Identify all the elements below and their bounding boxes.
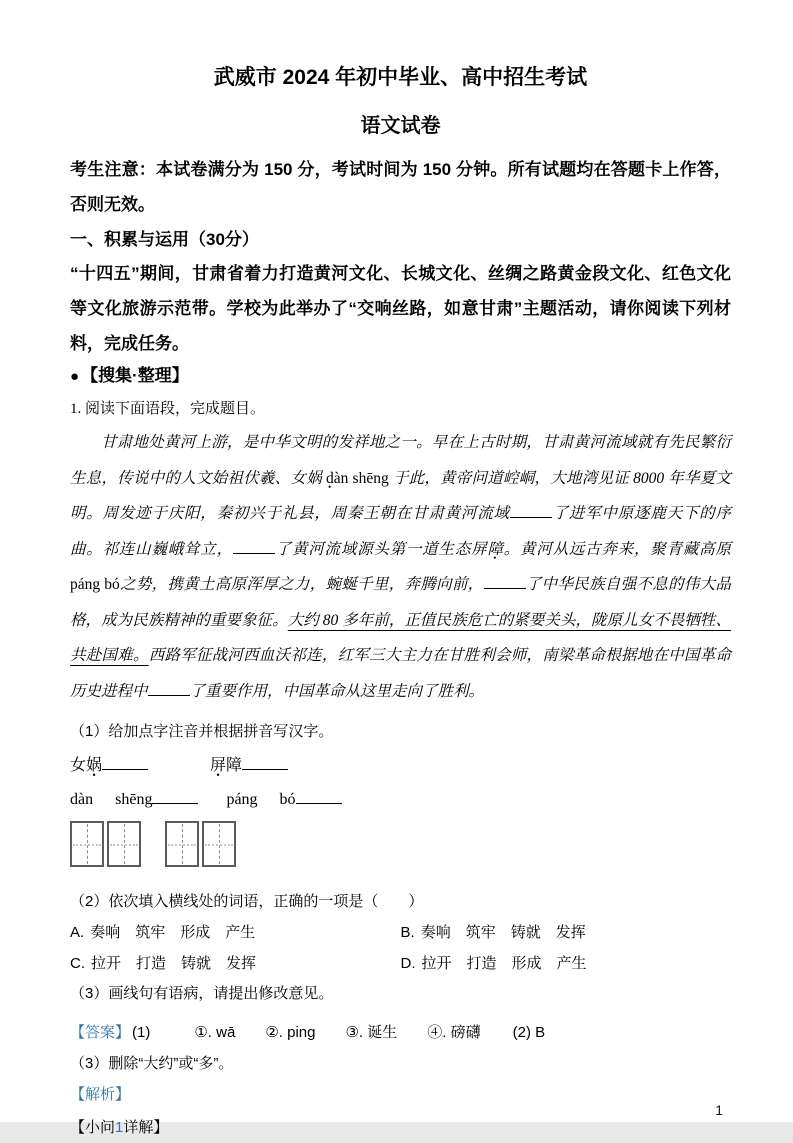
section-heading: 一、积累与运用（30分） (70, 230, 259, 249)
bullet-icon: ● (70, 368, 80, 385)
answer-blank (102, 755, 148, 770)
answer-part-2: (2) B (512, 1024, 546, 1041)
writing-grid-box (165, 821, 199, 867)
answer-line-3: （3）删除“大约”或“多”。 (70, 1055, 234, 1072)
answer-part-1: (1) (132, 1024, 151, 1041)
writing-grid-box (202, 821, 236, 867)
passage-text: 了黄河流域源头第一道生态 (274, 540, 472, 558)
option-row-1 (70, 917, 731, 948)
pinyin-bo: bó (279, 791, 296, 808)
passage-text: 了重要作用，中国革命从这里走向了胜利。 (189, 682, 485, 700)
option-B-text: 奏响 筑牢 铸就 发挥 (420, 924, 586, 941)
option-A-key: A. (70, 924, 85, 941)
answer-item-3: ③. 诞生 (345, 1024, 398, 1041)
option-C-key: C. (70, 955, 85, 972)
pinyin-dansheng: dàn shēng (321, 469, 393, 487)
pinyin-pangbo: páng bó (70, 576, 120, 593)
reading-passage (70, 425, 731, 709)
subquestion-2-label: （2）依次填入横线处的词语，正确的一项是（ ） (70, 893, 424, 910)
option-D (401, 948, 732, 979)
answer-line (70, 1017, 731, 1048)
char-ping-dotted: 屏 (210, 757, 227, 774)
exam-subject-title: 语文试卷 (360, 115, 441, 137)
page-number: 1 (715, 1102, 723, 1118)
pinyin-sheng: shēng (115, 791, 153, 808)
passage-text: 西路军征战河西血沃祁连，红军三大主力在甘胜利会师，南梁革命根据地在中国革命历史进程中 (70, 647, 731, 700)
answer-item-1: ①. wā (194, 1024, 236, 1041)
writing-grid-pair-2 (165, 821, 236, 871)
option-A (70, 917, 401, 948)
intro-paragraph: “十四五”期间，甘肃省着力打造黄河文化、长城文化、丝绸之路黄金段文化、红色文化等文化旅游示范带。学校为此举办了“交响丝路，如意甘肃”主题活动，请你阅读下列材料，完成任务。 (70, 264, 731, 353)
subquestion-detail-heading (70, 1112, 731, 1143)
char-wa-dotted: 娲 (86, 757, 103, 774)
page-title: 武威市 2024 年初中毕业、高中招生考试 (213, 66, 588, 89)
pinyin-question-characters (70, 751, 731, 781)
analysis-tag (70, 1079, 731, 1110)
character-writing-grids (70, 821, 731, 871)
option-D-text: 拉开 打造 形成 产生 (421, 955, 587, 972)
dotted-char-wa: 娲 (306, 469, 322, 487)
char-zhang: 障 (226, 757, 243, 774)
answer-blank (242, 755, 288, 770)
subdetail-prefix: 【小问 (70, 1119, 116, 1136)
passage-text: 了中华民族自强不息的伟大品格，成为民族精神的重要象征。 (70, 576, 731, 629)
fill-blank-2 (233, 539, 275, 553)
option-row-2 (70, 948, 731, 979)
option-C-text: 拉开 打造 铸就 发挥 (91, 955, 257, 972)
passage-text: 之势，携黄土高原浑厚之力，蜿蜒千里，奔腾向前， (119, 576, 484, 593)
pinyin-pang: páng (226, 791, 258, 808)
candidate-notice: 考生注意：本试卷满分为 150 分，考试时间为 150 分钟。所有试题均在答题卡上作答，否则无效。 (70, 160, 731, 214)
passage-text: 甘肃地处黄河上游，是中华文明的发祥地之一。早在上古时期，甘肃黄河流域就有先民繁衍生息，传说中的人文始祖伏羲、女 (70, 434, 731, 487)
fill-blank-1 (510, 504, 552, 518)
writing-grid-box (107, 821, 141, 867)
subdetail-number: 1 (115, 1119, 124, 1136)
subquestion-1-label: （1）给加点字注音并根据拼音写汉字。 (70, 723, 334, 740)
answer-item-4: ④. 磅礴 (427, 1024, 481, 1041)
underlined-sentence: 大约 80 多年前，正值民族危亡的紧要关头，陇原儿女不畏牺牲、共赴国难。 (70, 611, 731, 664)
subdetail-suffix: 详解】 (123, 1119, 169, 1136)
question-1-stem: 1. 阅读下面语段，完成题目。 (70, 401, 266, 417)
option-B-key: B. (400, 924, 415, 941)
answer-tag: 【答案】 (70, 1024, 131, 1041)
pinyin-dan: dàn (70, 791, 94, 808)
passage-text: 障。黄河从远古奔来，聚青藏高原 (487, 540, 731, 558)
activity-heading-text: 【搜集·整理】 (81, 366, 189, 385)
char-nv: 女 (70, 757, 87, 774)
option-C (70, 948, 401, 979)
passage-text: 于此，黄帝问道崆峒，大地湾见证 8000 年华夏文明。周发迹于庆阳，秦初兴于礼县，周秦王朝在甘肃黄河流域 (70, 469, 731, 522)
option-D-key: D. (400, 955, 416, 972)
activity-heading (70, 361, 731, 392)
fill-blank-4 (148, 681, 190, 695)
answer-item-2: ②. ping (265, 1024, 316, 1041)
passage-text: 了进军中原逐鹿天下的序曲。祁连山巍峨耸立， (70, 505, 731, 558)
answer-blank (296, 789, 342, 804)
option-A-text: 奏响 筑牢 形成 产生 (90, 924, 256, 941)
option-B (401, 917, 732, 948)
writing-grid-box (70, 821, 104, 867)
answer-blank (152, 789, 198, 804)
writing-grid-pair-1 (70, 821, 141, 871)
fill-blank-3 (484, 575, 526, 589)
subquestion-3-label: （3）画线句有语病，请提出修改意见。 (70, 985, 334, 1002)
analysis-tag-text: 【解析】 (70, 1086, 131, 1103)
pinyin-question-row (70, 785, 731, 815)
dotted-char-ping: 屏 (471, 540, 488, 558)
